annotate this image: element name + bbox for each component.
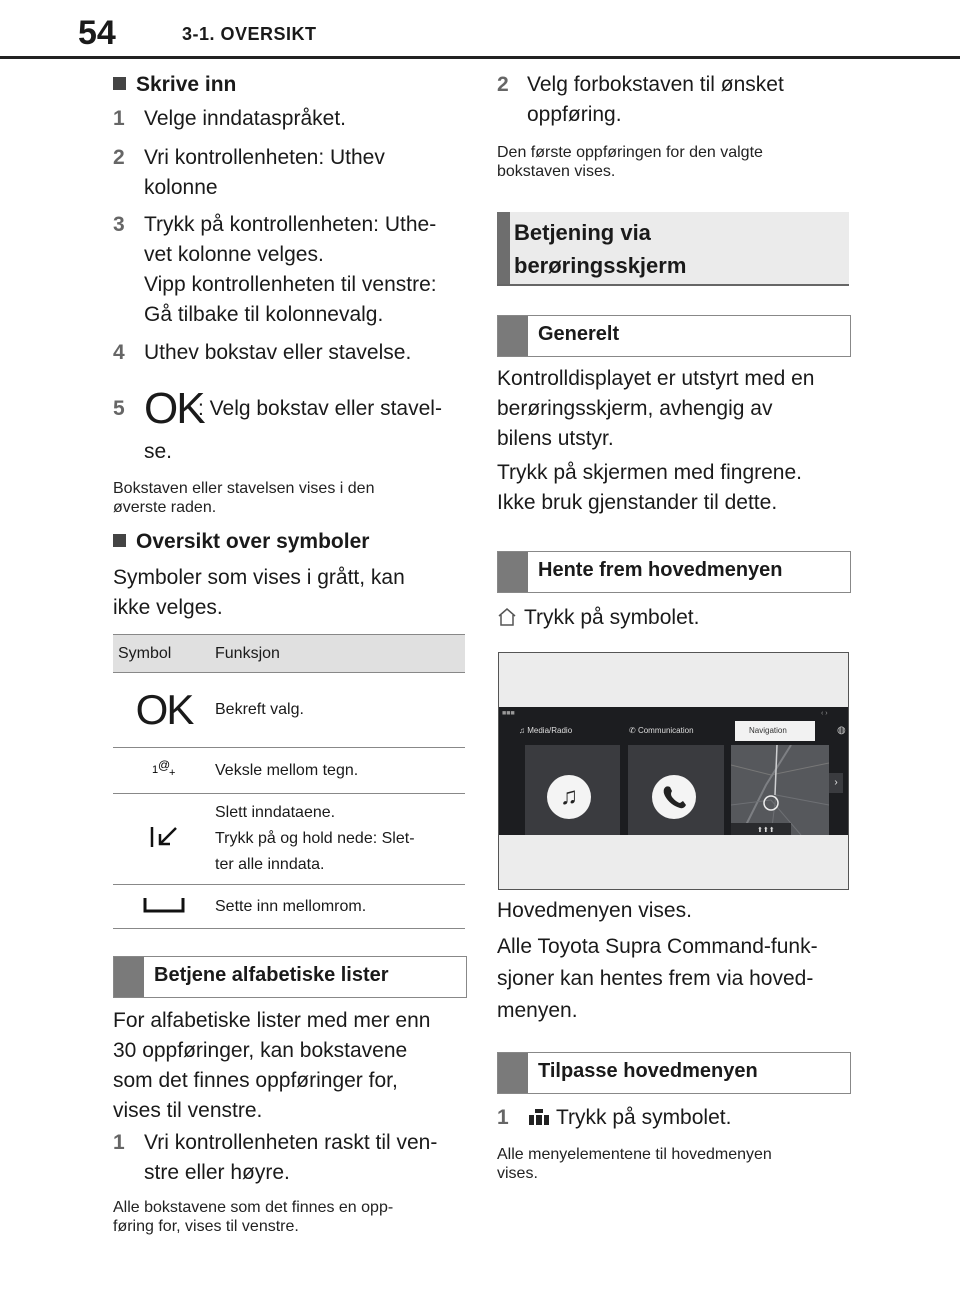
table-row (113, 885, 465, 929)
box-tilpasse: Tilpasse hovedmenyen (497, 1052, 851, 1094)
chevron-right-icon: › (829, 773, 843, 793)
step-2-text: Vri kontrollenheten: Uthev kolonne (144, 146, 385, 199)
note-forste-oppforingen: Den første oppføringen for den valgte bokstaven vises. (497, 144, 763, 180)
step-1: 1 (113, 107, 125, 130)
tile-media (525, 745, 620, 835)
page-number: 54 (78, 14, 116, 52)
right-step-2-text: Velg forbokstaven til ønsket oppføring. (527, 73, 784, 126)
table-header-row (113, 635, 465, 673)
svg-text:@: @ (158, 758, 171, 772)
menu-grid-icon: ■■■ (502, 710, 515, 717)
note-alle-bokstavene: Alle bokstavene som det finnes en opp- føring for, vises til venstre. (113, 1199, 394, 1235)
para-trykk-skjermen: Trykk på skjermen med fingrene. Ikke bruk gjenstander til dette. (497, 461, 803, 514)
switch-characters-icon (113, 748, 215, 794)
symbol-table (113, 634, 465, 929)
right-step-2-num: 2 (497, 73, 509, 96)
box-betjene-alfabetiske: Betjene alfabetiske lister (113, 956, 467, 998)
square-bullet-icon (113, 534, 126, 547)
para-hovedmenyen-vises: Hovedmenyen vises. (497, 899, 692, 922)
tile-communication (628, 745, 724, 835)
heading-oversikt: Oversikt over symboler (113, 527, 369, 557)
music-note-icon: ♫ (519, 726, 525, 735)
square-bullet-icon (113, 77, 126, 90)
para-symboler: Symboler som vises i grått, kan ikke velges. (113, 566, 405, 619)
space-icon (113, 885, 215, 929)
globe-icon: ◍ (837, 725, 846, 736)
display-area (499, 707, 848, 835)
col-symbol: Symbol (113, 635, 215, 673)
status-icon: ‹ › (821, 710, 828, 717)
alfa-step-1-text: Vri kontrollenheten raskt til ven- stre eller høyre. (144, 1131, 438, 1184)
delete-icon (113, 794, 215, 885)
home-icon (497, 607, 517, 632)
svg-text:+: + (169, 767, 176, 778)
table-row (113, 673, 465, 748)
tile-navigation-map (731, 745, 829, 835)
customize-menu-icon (528, 1109, 550, 1130)
svg-text:⬆⬆⬆: ⬆⬆⬆ (757, 827, 775, 834)
main-menu-screenshot (498, 652, 849, 890)
step-4-text: Uthev bokstav eller stavelse. (144, 341, 412, 364)
para-kontrolldisplayet: Kontrolldisplayet er utstyrt med en berøringsskjerm, avhengig av bilens utstyr. (497, 367, 815, 450)
box-hente-frem: Hente frem hovedmenyen (497, 551, 851, 593)
table-row (113, 794, 465, 885)
tab-communication: ✆ Communication (629, 726, 694, 735)
tab-media-radio: ♫ Media/Radio (519, 726, 573, 735)
step-4-num: 4 (113, 341, 125, 364)
step-1-text: Velge inndataspråket. (144, 107, 346, 130)
step-3-text: Trykk på kontrollenheten: Uthe- vet kolonne velges. Vipp kontrollenheten til venstre: Gå tilbake til kolonnevalg. (144, 213, 437, 326)
ok-icon: OK (113, 673, 215, 748)
table-cell: Bekreft valg. (215, 673, 465, 748)
alfa-step-1-num: 1 (113, 1131, 125, 1154)
phone-icon: ✆ (629, 726, 636, 735)
table-cell: Veksle mellom tegn. (215, 748, 465, 794)
table-row (113, 748, 465, 794)
para-alfabetiske: For alfabetiske lister med mer enn 30 oppføringer, kan bokstavene som det finnes oppføringer for, vises til venstre. (113, 1009, 431, 1122)
home-instruction: Trykk på symbolet. (524, 606, 700, 629)
note-bokstaven: Bokstaven eller stavelsen vises i den øverste raden. (113, 480, 375, 516)
music-button-icon: ♫ (547, 775, 591, 819)
box-generelt: Generelt (497, 315, 851, 357)
box-betjening-via: Betjening via berøringsskjerm (497, 212, 849, 286)
ok-symbol-icon: OK (144, 384, 204, 433)
note-alle-menyelementene: Alle menyelementene til hovedmenyen vises. (497, 1146, 772, 1182)
header-rule (0, 56, 960, 59)
table-cell: Slett inndataene. Trykk på og hold nede: Slet- ter alle inndata. (215, 794, 465, 885)
col-function: Funksjon (215, 635, 465, 673)
heading-skrive-inn: Skrive inn (113, 70, 236, 100)
step-5-text-cont: se. (144, 440, 173, 463)
section-title: 3-1. OVERSIKT (182, 24, 317, 44)
para-alle-toyota: Alle Toyota Supra Command-funk- sjoner kan hentes frem via hoved- menyen. (497, 935, 818, 1022)
table-cell: Sette inn mellomrom. (215, 885, 465, 929)
tilpasse-step-1-num: 1 (497, 1106, 509, 1129)
step-2-num: 2 (113, 146, 125, 169)
tilpasse-step-1-text: Trykk på symbolet. (556, 1106, 732, 1129)
svg-text:1: 1 (152, 764, 159, 776)
phone-button-icon (652, 775, 696, 819)
step-5-text: : Velg bokstav eller stavel- (198, 397, 442, 420)
step-3-num: 3 (113, 213, 125, 236)
step-5-num: 5 (113, 397, 125, 420)
tab-navigation: Navigation (735, 721, 815, 741)
